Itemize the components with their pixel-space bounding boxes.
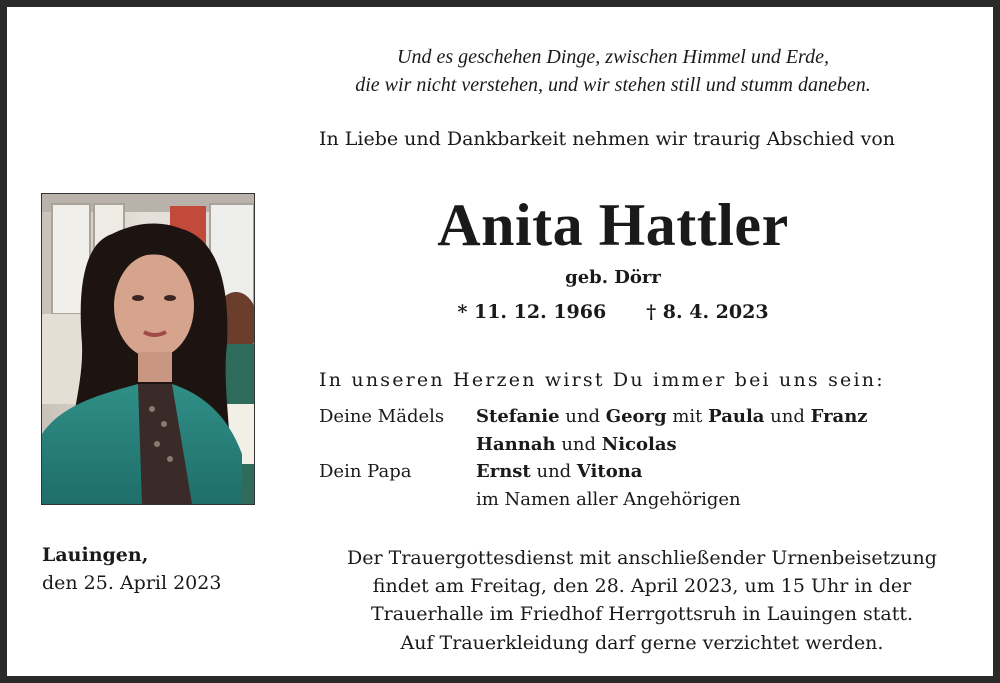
- family-connector-text: im Namen aller Angehörigen: [476, 488, 741, 510]
- family-member-name: Paula: [708, 406, 765, 427]
- maiden-name: geb. Dörr: [565, 267, 661, 288]
- service-line: Auf Trauerkleidung darf gerne verzichtet werden.: [400, 631, 884, 654]
- family-member-name: Franz: [810, 406, 868, 427]
- family-members: [476, 403, 868, 431]
- family-connector-text: und: [530, 461, 577, 482]
- family-connector-text: und: [555, 433, 602, 455]
- family-connector-text: und: [559, 406, 606, 427]
- intro-text: In Liebe und Dankbarkeit nehmen wir traurig Abschied von: [319, 128, 896, 150]
- family-group-label: Dein Papa: [319, 461, 412, 482]
- quote-line-1: Und es geschehen Dinge, zwischen Himmel und Erde,: [397, 46, 829, 68]
- family-member-name: Hannah: [476, 433, 556, 455]
- family-member-name: Georg: [605, 406, 667, 427]
- service-notice: [297, 544, 987, 657]
- service-line: findet am Freitag, den 28. April 2023, um 15 Uhr in der: [372, 575, 912, 598]
- place-city: Lauingen,: [42, 544, 149, 566]
- life-dates: [297, 301, 929, 323]
- birth-date: * 11. 12. 1966: [457, 301, 607, 323]
- deceased-name: Anita Hattler: [437, 192, 789, 258]
- family-group-label: Deine Mädels: [319, 406, 445, 427]
- service-line: Trauerhalle im Friedhof Herrgottsruh in Lauingen statt.: [370, 603, 914, 626]
- portrait-photo: [41, 193, 255, 505]
- family-connector-text: und: [764, 406, 811, 427]
- family-member-name: Nicolas: [601, 433, 677, 455]
- family-members: [476, 458, 642, 486]
- family-member-name: Ernst: [476, 461, 531, 482]
- service-line: Der Trauergottesdienst mit anschließender Urnenbeisetzung: [347, 547, 937, 569]
- family-members: [476, 486, 741, 514]
- family-member-name: Vitona: [576, 461, 643, 482]
- death-date: † 8. 4. 2023: [646, 301, 769, 323]
- opening-quote: [297, 43, 929, 99]
- family-members: [476, 431, 677, 459]
- place-date: [42, 541, 221, 597]
- quote-line-2: die wir nicht verstehen, und wir stehen still und stumm daneben.: [355, 74, 871, 96]
- family-connector-text: mit: [666, 406, 709, 427]
- place-date-text: den 25. April 2023: [42, 572, 222, 594]
- family-member-name: Stefanie: [476, 406, 560, 427]
- heart-line: In unseren Herzen wirst Du immer bei uns sein:: [319, 369, 885, 391]
